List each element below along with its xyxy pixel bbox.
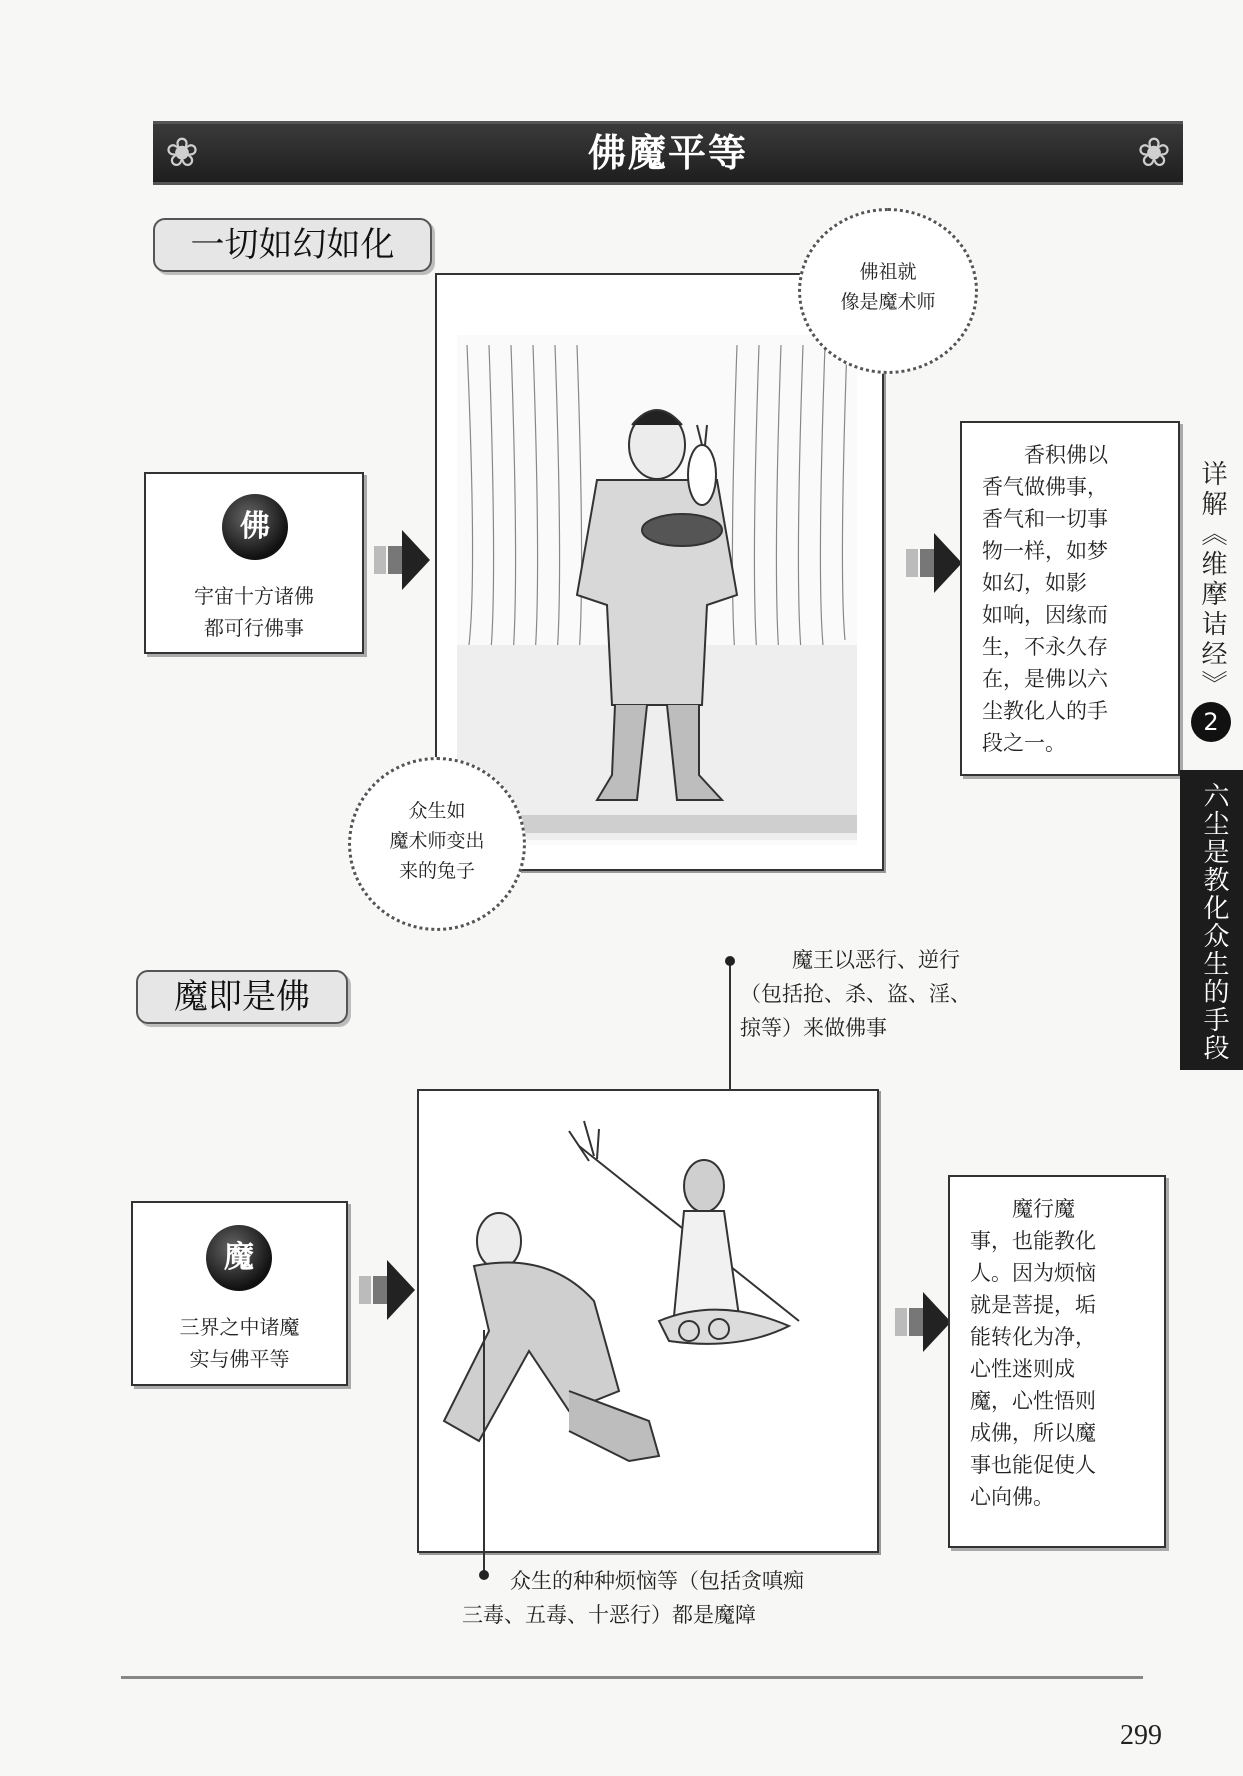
leader-line [483, 1330, 485, 1575]
buddha-box [144, 472, 364, 654]
section-heading: 魔即是佛 [136, 970, 348, 1024]
callout-rabbit: 众生如 魔术师变出 来的兔子 [348, 757, 526, 931]
demon-badge: 魔 [206, 1225, 272, 1291]
chapter-number: 2 [1191, 702, 1231, 742]
arrow-right-icon [906, 533, 962, 593]
page-number: 299 [1120, 1720, 1162, 1751]
demon-chase-drawing [419, 1091, 877, 1551]
section-heading: 一切如幻如化 [153, 218, 432, 272]
demon-box-text: 三界之中诸魔 实与佛平等 [179, 1315, 300, 1371]
incense-buddha-text: 香积佛以 香气做佛事， 香气和一切事 物一样，如梦 如幻，如影 如响，因缘而 生，不永久存 在，是佛以六 尘教化人的手 段之一。 [960, 421, 1180, 776]
leader-dot [725, 956, 735, 966]
afflictions-caption: 众生的种种烦恼等（包括贪嗔痴 三毒、五毒、十恶行）都是魔障 [462, 1569, 804, 1627]
demon-chase-illustration [417, 1089, 879, 1553]
page-title: 佛魔平等 [587, 131, 748, 175]
callout-magician: 佛祖就 像是魔术师 [798, 208, 978, 374]
demon-deeds-text: 魔行魔 事，也能教化 人。因为烦恼 就是菩提，垢 能转化为净， 心性迷则成 魔，心性悟则 成佛，所以魔 事也能促使人 心向佛。 [948, 1175, 1166, 1548]
arrow-right-icon [374, 530, 430, 590]
title-banner [153, 121, 1183, 185]
arrow-right-icon [359, 1260, 415, 1320]
arrow-right-icon [895, 1292, 951, 1352]
buddha-badge: 佛 [222, 494, 288, 560]
lotus-ornament-icon: ❀ [165, 130, 199, 176]
side-tab-book [1180, 440, 1243, 770]
lotus-ornament-icon: ❀ [1137, 130, 1171, 176]
chapter-title: 六尘是教化众生的手段 [1199, 782, 1229, 1062]
buddha-box-text: 宇宙十方诸佛 都可行佛事 [194, 584, 314, 640]
demon-king-caption: 魔王以恶行、逆行 （包括抢、杀、盗、淫、 掠等）来做佛事 [740, 948, 971, 1040]
side-tab-chapter [1180, 770, 1243, 1070]
footer-rule [121, 1676, 1143, 1679]
demon-box [131, 1201, 348, 1386]
book-title: 详解《维摩诘经》 [1197, 460, 1227, 700]
